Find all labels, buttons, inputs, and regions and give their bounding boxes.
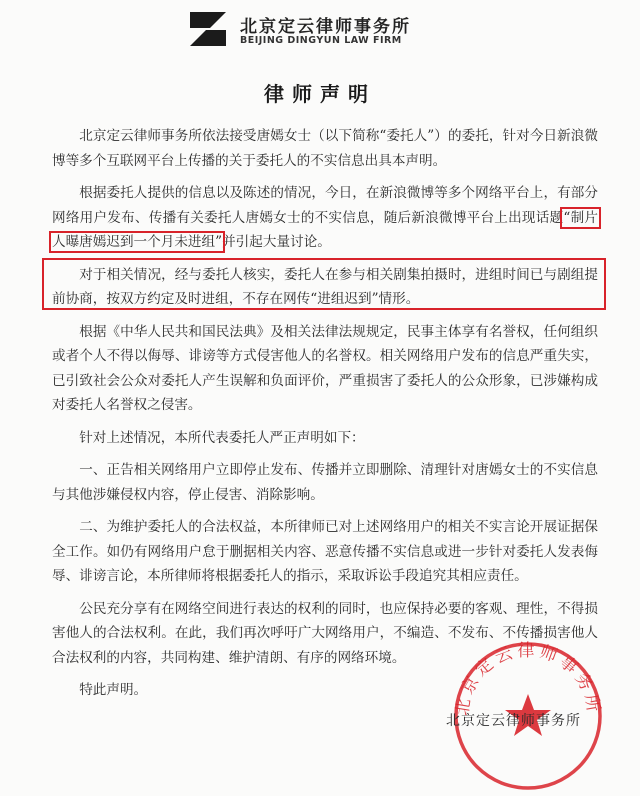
statement-body — [52, 124, 598, 711]
firm-logo-icon — [188, 10, 228, 48]
paragraph-verification: 对于相关情况，经与委托人核实，委托人在参与相关剧集拍摄时，进组时间已与剧组提前协商，按双方约定及时进组，不存在网传“进组迟到”情形。 — [52, 266, 598, 307]
document-title: 律师声明 — [264, 82, 376, 106]
highlight-box-verification — [42, 258, 606, 310]
letterhead — [0, 0, 640, 60]
highlighted-topic: “制片人曝唐嫣迟到一个月未进组” — [52, 209, 598, 250]
paragraph-item-two: 二、为维护委托人的合法权益，本所律师已对上述网络用户的相关不实言论开展证据保全工作。如仍有网络用户怠于删据相关内容、恶意传播不实信息或进一步针对委托人发表侮辱、诽谤言论，本所律师将根据委托人的指示，采取诉讼手段追究其相应责任。 — [52, 519, 598, 584]
paragraph-end: 特此声明。 — [79, 682, 148, 698]
paragraph-background-tail: 并引起大量讨论。 — [222, 234, 331, 250]
signature-firm: 北京定云律师事务所 — [446, 713, 581, 729]
paragraph-appeal: 公民充分享有在网络空间进行表达的权利的同时，也应保持必要的客观、理性，不得损害他人的合法权利。在此，我们再次呼吁广大网络用户，不编造、不发布、不传播损害他人合法权利的内容，共同构建、维护清朗、有序的网络环境。 — [52, 600, 598, 666]
firm-name-cn: 北京定云律师事务所 — [240, 17, 411, 37]
paragraph-item-one: 一、正告相关网络用户立即停止发布、传播并立即删除、清理针对唐嫣女士的不实信息与其他涉嫌侵权内容，停止侵害、消除影响。 — [52, 462, 598, 503]
paragraph-legal-basis: 根据《中华人民共和国民法典》及相关法律法规规定，民事主体享有名誉权，任何组织或者个人不得以侮辱、诽谤等方式侵害他人的名誉权。相关网络用户发布的信息严重失实，已引致社会公众对委托人产生误解和负面评价，严重损害了委托人的公众形象，已涉嫌构成对委托人名誉权之侵害。 — [52, 323, 598, 413]
paragraph-intro: 北京定云律师事务所依法接受唐嫣女士（以下简称“委托人”）的委托，针对今日新浪微博等多个互联网平台上传播的关于委托人的不实信息出具本声明。 — [52, 128, 598, 169]
paragraph-declaration-intro: 针对上述情况，本所代表委托人严正声明如下： — [79, 429, 365, 446]
paragraph-background-text: 根据委托人提供的信息以及陈述的情况，今日，在新浪微博等多个网络平台上，有部分网络用户发布、传播有关委托人唐嫣女士的不实信息，随后新浪微博平台上出现话题 — [52, 185, 598, 226]
paragraph-background — [52, 181, 598, 255]
seal-text: 北京定云律师事务所 — [452, 641, 604, 718]
firm-name-en: BEIJING DINGYUN LAW FIRM — [240, 35, 402, 46]
